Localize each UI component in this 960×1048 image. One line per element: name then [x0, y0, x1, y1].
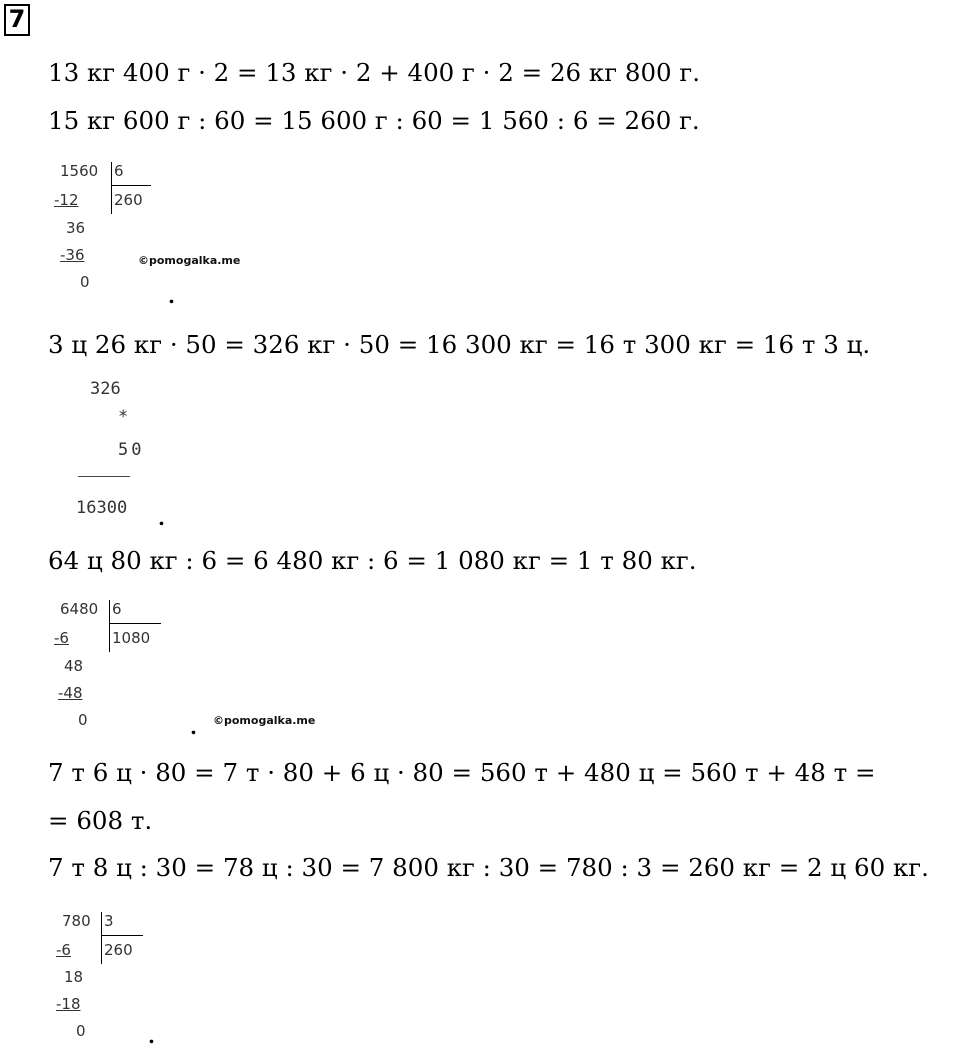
multiply-sign: *: [118, 407, 129, 427]
divisor: 3: [104, 912, 114, 930]
divisor: 6: [112, 600, 122, 618]
period: .: [190, 715, 197, 739]
period: .: [148, 1024, 155, 1048]
divisor: 6: [114, 162, 124, 180]
period: .: [168, 284, 175, 308]
step-subtract: -12: [54, 191, 79, 209]
dividend: 1560: [60, 162, 99, 180]
division-bar: [101, 912, 102, 964]
division-bar: [111, 162, 112, 214]
quotient-line: [111, 185, 151, 186]
step-subtract: -18: [56, 995, 81, 1013]
quotient: 260: [114, 191, 143, 209]
step-result: 0: [76, 1022, 86, 1040]
quotient-line: [109, 623, 161, 624]
division-bar: [109, 600, 110, 652]
dividend: 6480: [60, 600, 99, 618]
step-result: 0: [80, 273, 90, 291]
product-line: [78, 476, 130, 477]
equation-5-line-2: = 608 т.: [48, 806, 153, 835]
quotient: 260: [104, 941, 133, 959]
equation-1: 13 кг 400 г · 2 = 13 кг · 2 + 400 г · 2 = 26 кг 800 г.: [48, 58, 701, 87]
step-subtract: -6: [54, 629, 69, 647]
watermark: ©pomogalka.me: [213, 714, 316, 727]
product: 16300: [76, 498, 128, 518]
quotient-line: [101, 935, 143, 936]
step-subtract: -36: [60, 246, 85, 264]
equation-2: 15 кг 600 г : 60 = 15 600 г : 60 = 1 560 : 6 = 260 г.: [48, 106, 700, 135]
step-subtract: -48: [58, 684, 83, 702]
step-subtract: -6: [56, 941, 71, 959]
factor-a: 326: [90, 379, 121, 399]
watermark: ©pomogalka.me: [138, 254, 241, 267]
factor-b: 50: [118, 440, 145, 460]
equation-6: 7 т 8 ц : 30 = 78 ц : 30 = 7 800 кг : 30 = 780 : 3 = 260 кг = 2 ц 60 кг.: [48, 853, 929, 882]
step-result: 0: [78, 711, 88, 729]
step-remainder: 48: [64, 657, 84, 675]
task-number-badge: 7: [4, 4, 30, 36]
equation-4: 64 ц 80 кг : 6 = 6 480 кг : 6 = 1 080 кг = 1 т 80 кг.: [48, 546, 697, 575]
step-remainder: 36: [66, 219, 86, 237]
dividend: 780: [62, 912, 91, 930]
equation-5-line-1: 7 т 6 ц · 80 = 7 т · 80 + 6 ц · 80 = 560 т + 480 ц = 560 т + 48 т =: [48, 758, 876, 787]
period: .: [158, 506, 165, 530]
step-remainder: 18: [64, 968, 84, 986]
quotient: 1080: [112, 629, 151, 647]
equation-3: 3 ц 26 кг · 50 = 326 кг · 50 = 16 300 кг = 16 т 300 кг = 16 т 3 ц.: [48, 330, 871, 359]
